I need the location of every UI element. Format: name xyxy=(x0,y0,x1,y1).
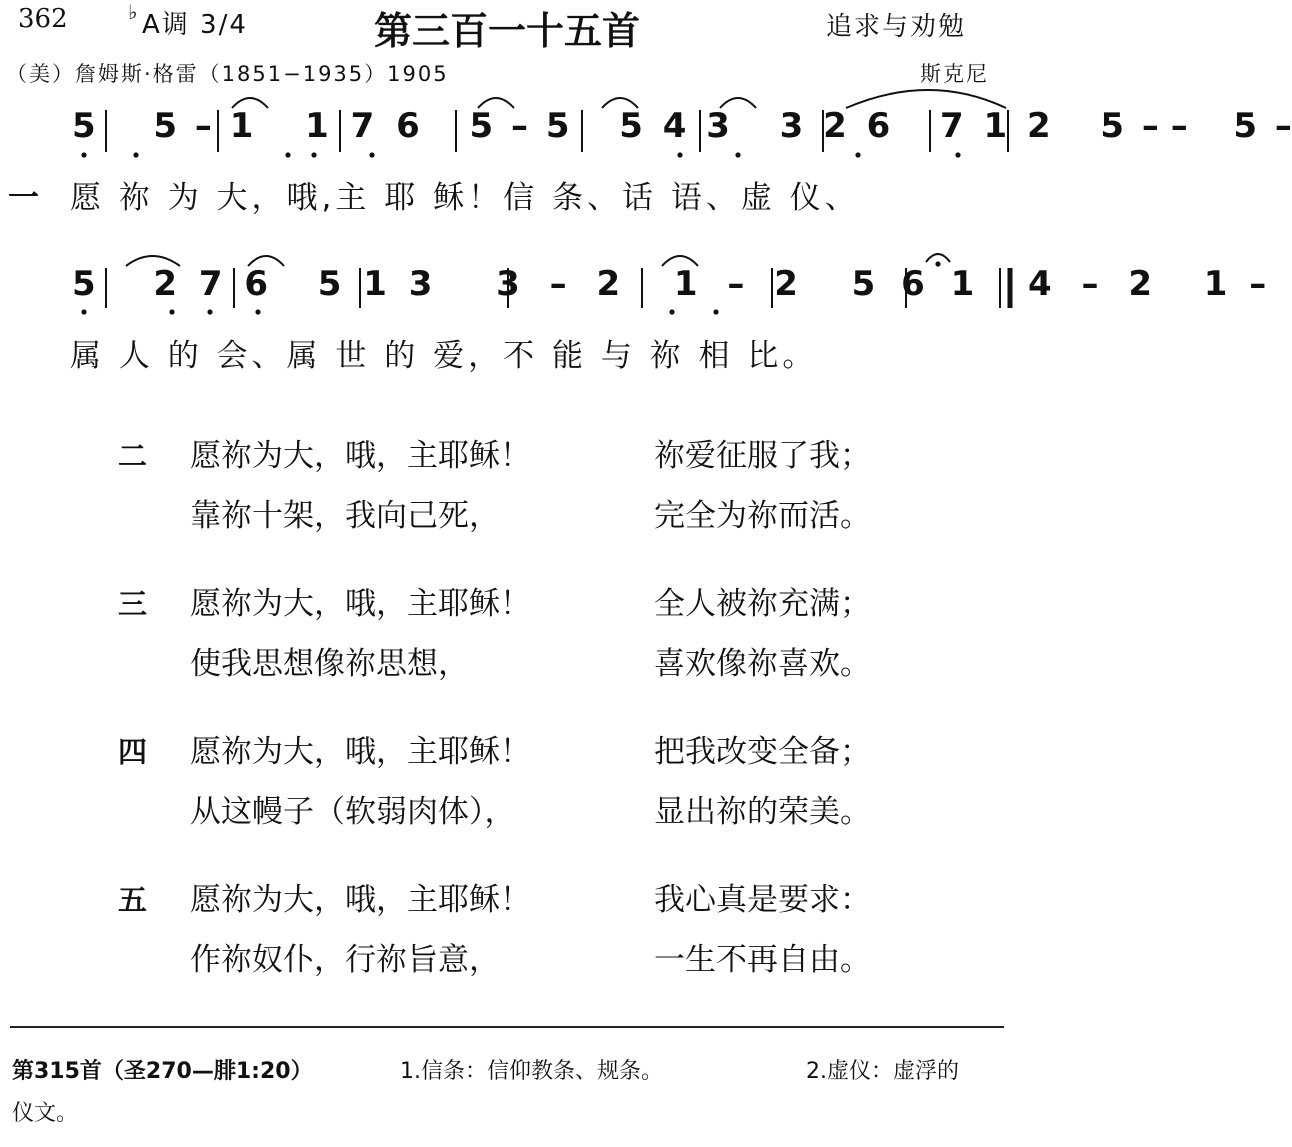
note: 5 xyxy=(545,106,570,146)
verse-line: 显出祢的荣美。 xyxy=(654,794,871,830)
note: 1 xyxy=(363,264,387,304)
verse-line: 使我思想像祢思想， xyxy=(190,646,469,682)
verse-line: 完全为祢而活。 xyxy=(654,498,871,534)
verse-line: 作祢奴仆，行祢旨意， xyxy=(190,942,500,978)
note: – xyxy=(1170,106,1188,146)
note: 6 xyxy=(244,264,269,304)
note: 4 xyxy=(662,106,687,146)
lyrics-line-1: 愿 祢 为 大，哦,主 耶 稣！信 条、话 语、虚 仪、 xyxy=(70,180,860,216)
hymn-category: 追求与劝勉 xyxy=(826,12,967,42)
note: – xyxy=(727,264,745,304)
note: – xyxy=(549,264,567,304)
verse-number: 五 xyxy=(118,883,148,917)
note: 6 xyxy=(396,106,420,146)
note: 7 xyxy=(198,264,223,304)
verse-line: 我心真是要求： xyxy=(654,882,871,918)
note: – xyxy=(1081,264,1099,304)
verse-line: 把我改变全备； xyxy=(654,734,871,770)
verse-number: 三 xyxy=(118,587,148,621)
verse-line: 靠祢十架，我向己死， xyxy=(190,498,500,534)
verse-number: 二 xyxy=(118,439,148,473)
note: 2 xyxy=(1128,264,1152,304)
verse-number: 四 xyxy=(118,735,148,769)
note: 5 xyxy=(72,264,96,304)
note: 4 xyxy=(1027,264,1052,304)
footnote-2: 2.虚仪：虚浮的 xyxy=(806,1059,959,1084)
footnote-divider xyxy=(10,1026,1004,1028)
note: 5 xyxy=(317,264,342,304)
note: 2 xyxy=(1027,106,1051,146)
footnote-1: 1.信条：信仰教条、规条。 xyxy=(400,1059,663,1084)
verse-line: 愿祢为大，哦，主耶稣！ xyxy=(190,882,531,918)
lyrics-line-2: 属 人 的 会、属 世 的 爱，不 能 与 祢 相 比。 xyxy=(70,338,818,374)
note: 1 xyxy=(673,264,698,304)
note: 7 xyxy=(939,106,964,146)
note: 5 xyxy=(619,106,643,146)
key-signature: A调 3/4 xyxy=(142,10,248,40)
tune-name: 斯克尼 xyxy=(920,62,989,86)
note: 5 xyxy=(153,106,178,146)
footnote-2-continued: 仪文。 xyxy=(12,1101,79,1126)
verse-line: 喜欢像祢喜欢。 xyxy=(654,646,871,682)
score-line-2-notes xyxy=(72,264,1266,304)
verse xyxy=(0,726,1016,866)
note: 2 xyxy=(596,264,621,304)
note: 7 xyxy=(350,106,375,146)
note: 3 xyxy=(779,106,804,146)
verse-line: 一生不再自由。 xyxy=(654,942,871,978)
note: 3 xyxy=(706,106,730,146)
note: 3 xyxy=(408,264,433,304)
verse-line: 愿祢为大，哦，主耶稣！ xyxy=(190,586,531,622)
verse xyxy=(0,874,1016,1014)
note: 1 xyxy=(305,106,329,146)
author-credit: （美）詹姆斯·格雷（1851−1935）1905 xyxy=(6,62,449,86)
note: – xyxy=(194,106,212,146)
verse-line: 从这幔子（软弱肉体）， xyxy=(190,794,516,830)
verse-line: 愿祢为大，哦，主耶稣！ xyxy=(190,734,531,770)
note: – xyxy=(510,106,528,146)
verse-line: 愿祢为大，哦，主耶稣！ xyxy=(190,438,531,474)
note: 3 xyxy=(496,264,520,304)
page-number: 362 xyxy=(18,4,68,34)
verse-line: 祢爱征服了我； xyxy=(654,438,871,474)
score-line-1-notes xyxy=(72,106,1292,146)
note: 5 xyxy=(72,106,96,146)
note: 2 xyxy=(774,264,798,304)
note: 5 xyxy=(851,264,876,304)
note: 2 xyxy=(823,106,847,146)
note: 5 xyxy=(469,106,494,146)
note: 6 xyxy=(901,264,925,304)
note: – xyxy=(1249,264,1267,304)
key-flat-sign: ♭ xyxy=(128,0,138,24)
note: 1 xyxy=(229,106,254,146)
note: 1 xyxy=(1203,264,1228,304)
note: 2 xyxy=(153,264,178,304)
note: 5 xyxy=(1233,106,1258,146)
note: 1 xyxy=(983,106,1008,146)
note: – xyxy=(1141,106,1159,146)
verse-line: 全人被祢充满； xyxy=(654,586,871,622)
footnote-ref: 第315首（圣270—腓1:20） xyxy=(12,1059,313,1084)
lyric-verse-marker: 一 xyxy=(8,180,43,216)
verse xyxy=(0,578,1016,718)
hymn-title: 第三百一十五首 xyxy=(374,9,641,53)
note: – xyxy=(1274,106,1292,146)
note: 1 xyxy=(950,264,975,304)
verse xyxy=(0,430,1016,570)
note: 6 xyxy=(866,106,891,146)
note: 5 xyxy=(1100,106,1125,146)
